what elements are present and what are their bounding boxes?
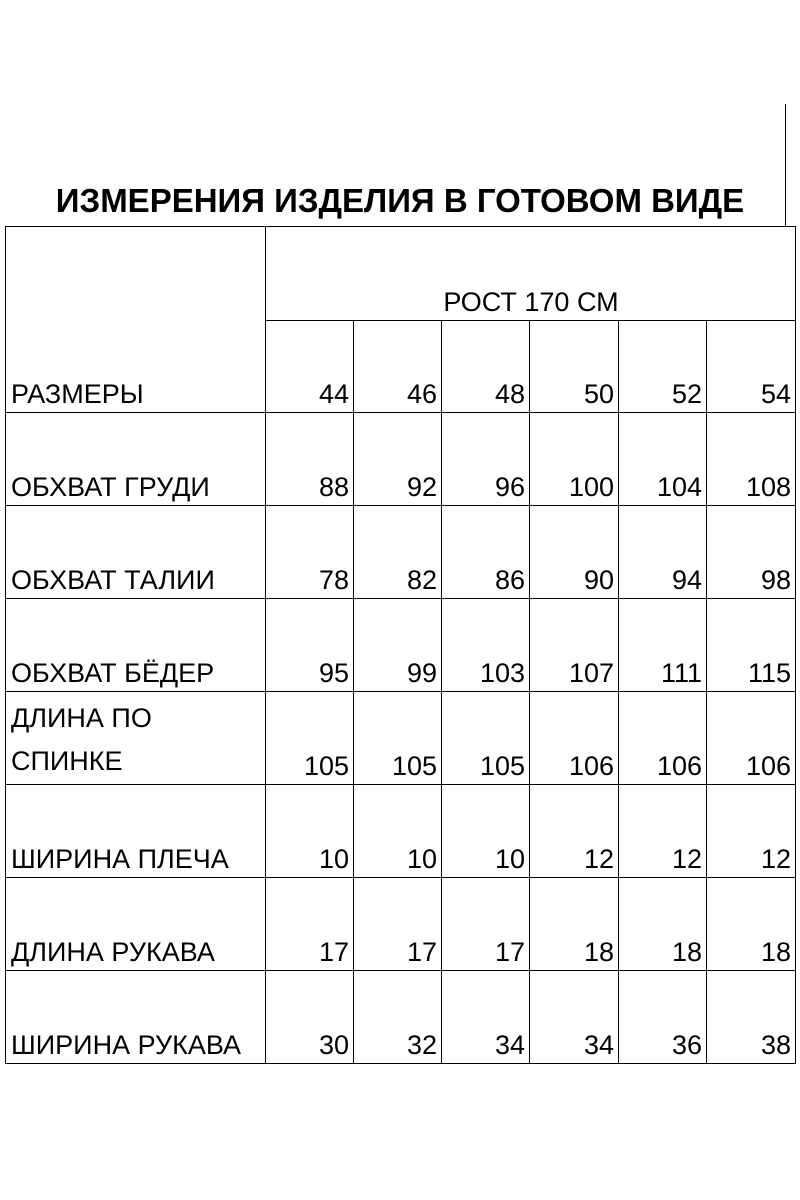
row-label: ОБХВАТ БЁДЕР bbox=[6, 599, 266, 692]
table-cell: 78 bbox=[266, 506, 354, 599]
table-cell: 106 bbox=[707, 692, 796, 785]
row-label: ДЛИНА ПО СПИНКЕ bbox=[6, 692, 266, 785]
table-cell: 104 bbox=[619, 413, 707, 506]
table-cell: 32 bbox=[354, 971, 442, 1064]
table-row bbox=[6, 413, 796, 506]
table-cell: 103 bbox=[442, 599, 530, 692]
table-cell: 36 bbox=[619, 971, 707, 1064]
table-cell: 107 bbox=[530, 599, 619, 692]
table-cell: 106 bbox=[619, 692, 707, 785]
size-chart-table bbox=[5, 226, 796, 1064]
table-cell: 18 bbox=[530, 878, 619, 971]
table-cell: 34 bbox=[442, 971, 530, 1064]
table-cell: 100 bbox=[530, 413, 619, 506]
size-label-cell bbox=[6, 227, 266, 413]
table-cell: 105 bbox=[266, 692, 354, 785]
table-cell: 94 bbox=[619, 506, 707, 599]
table-cell: 38 bbox=[707, 971, 796, 1064]
table-cell: 108 bbox=[707, 413, 796, 506]
table-cell: 34 bbox=[530, 971, 619, 1064]
row-label: ШИРИНА ПЛЕЧА bbox=[6, 785, 266, 878]
table-row bbox=[6, 506, 796, 599]
size-header: 48 bbox=[442, 321, 530, 413]
size-header: 46 bbox=[354, 321, 442, 413]
height-header: РОСТ 170 СМ bbox=[266, 227, 796, 321]
table-cell: 98 bbox=[707, 506, 796, 599]
table-row bbox=[6, 599, 796, 692]
table-cell: 105 bbox=[354, 692, 442, 785]
table-cell: 82 bbox=[354, 506, 442, 599]
table-cell: 88 bbox=[266, 413, 354, 506]
table-cell: 96 bbox=[442, 413, 530, 506]
table-cell: 115 bbox=[707, 599, 796, 692]
table-cell: 99 bbox=[354, 599, 442, 692]
table-row bbox=[6, 878, 796, 971]
size-label: РАЗМЕРЫ bbox=[11, 379, 144, 409]
table-cell: 86 bbox=[442, 506, 530, 599]
table-cell: 18 bbox=[707, 878, 796, 971]
size-header: 50 bbox=[530, 321, 619, 413]
table-cell: 10 bbox=[442, 785, 530, 878]
table-cell: 12 bbox=[707, 785, 796, 878]
row-label: ШИРИНА РУКАВА bbox=[6, 971, 266, 1064]
table-cell: 111 bbox=[619, 599, 707, 692]
row-label: ОБХВАТ ГРУДИ bbox=[6, 413, 266, 506]
table-cell: 12 bbox=[619, 785, 707, 878]
table-cell: 17 bbox=[354, 878, 442, 971]
table-cell: 92 bbox=[354, 413, 442, 506]
table-cell: 10 bbox=[354, 785, 442, 878]
size-header: 52 bbox=[619, 321, 707, 413]
table-row bbox=[6, 971, 796, 1064]
row-label: ДЛИНА РУКАВА bbox=[6, 878, 266, 971]
page-title: ИЗМЕРЕНИЯ ИЗДЕЛИЯ В ГОТОВОМ ВИДЕ bbox=[55, 182, 745, 219]
table-row bbox=[6, 692, 796, 785]
table-row bbox=[6, 785, 796, 878]
size-header: 54 bbox=[707, 321, 796, 413]
table-cell: 12 bbox=[530, 785, 619, 878]
row-label: ОБХВАТ ТАЛИИ bbox=[6, 506, 266, 599]
table-cell: 105 bbox=[442, 692, 530, 785]
table-cell: 95 bbox=[266, 599, 354, 692]
table-header-row-height bbox=[6, 227, 796, 321]
table-cell: 10 bbox=[266, 785, 354, 878]
table-cell: 106 bbox=[530, 692, 619, 785]
table-cell: 30 bbox=[266, 971, 354, 1064]
size-header: 44 bbox=[266, 321, 354, 413]
table-cell: 90 bbox=[530, 506, 619, 599]
table-cell: 18 bbox=[619, 878, 707, 971]
table-cell: 17 bbox=[442, 878, 530, 971]
table-cell: 17 bbox=[266, 878, 354, 971]
